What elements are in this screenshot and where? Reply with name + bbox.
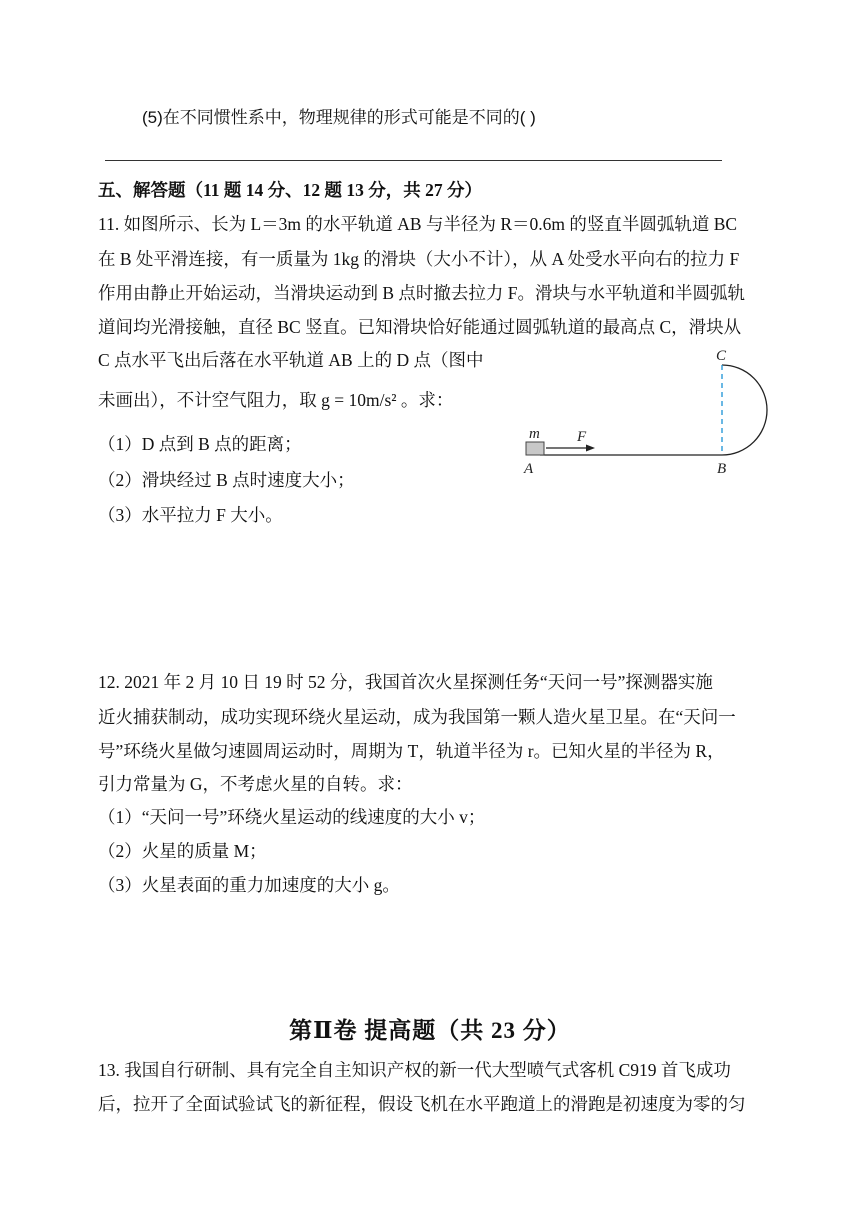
q11-line-1: 11. 如图所示、长为 L＝3m 的水平轨道 AB 与半径为 R＝0.6m 的竖直半圆弧轨道 BC <box>98 214 738 234</box>
q11-line-4: 道间均光滑接触，直径 BC 竖直。已知滑块恰好能通过圆弧轨道的最高点 C，滑块从 <box>98 317 742 337</box>
q11-line-3: 作用由静止开始运动，当滑块运动到 B 点时撤去拉力 F。滑块与水平轨道和半圆弧轨 <box>98 283 746 303</box>
q12-sub-2: （2）火星的质量 M； <box>98 841 267 861</box>
q13-line-2: 后，拉开了全面试验试飞的新征程，假设飞机在水平跑道上的滑跑是初速度为零的匀 <box>98 1094 746 1114</box>
divider-line <box>105 160 722 161</box>
q12-sub-3: （3）火星表面的重力加速度的大小 g。 <box>98 875 400 895</box>
q11-line-5: C 点水平飞出后落在水平轨道 AB 上的 D 点（图中 <box>98 350 484 370</box>
q11-sub-2: （2）滑块经过 B 点时速度大小； <box>98 470 355 490</box>
judge-item-5: (5)在不同惯性系中，物理规律的形式可能是不同的( ) <box>142 108 536 127</box>
q12-line-4: 引力常量为 G，不考虑火星的自转。求： <box>98 774 413 794</box>
q11-line-6: 未画出），不计空气阻力，取 g = 10m/s² 。求： <box>98 390 454 410</box>
q11-line-2: 在 B 处平滑连接，有一质量为 1kg 的滑块（大小不计），从 A 处受水平向右的拉力 F <box>98 249 740 269</box>
part-2-heading: 第Ⅱ卷 提高题（共 23 分） <box>289 1018 571 1043</box>
label-c: C <box>716 348 727 364</box>
slider-block <box>526 442 544 455</box>
q11-sub-3: （3）水平拉力 F 大小。 <box>98 505 283 525</box>
track-figure <box>516 345 776 485</box>
label-m: m <box>529 426 540 442</box>
semicircle-track <box>722 365 767 455</box>
q12-line-1: 12. 2021 年 2 月 10 日 19 时 52 分，我国首次火星探测任务“天问一号”探测器实施 <box>98 672 713 692</box>
label-a: A <box>524 461 534 477</box>
q13-line-1: 13. 我国自行研制、具有完全自主知识产权的新一代大型喷气式客机 C919 首飞成功 <box>98 1060 731 1080</box>
label-b: B <box>717 461 727 477</box>
label-f: F <box>577 429 587 445</box>
q12-line-2: 近火捕获制动，成功实现环绕火星运动，成为我国第一颗人造火星卫星。在“天问一 <box>98 707 736 727</box>
q12-line-3: 号”环绕火星做匀速圆周运动时，周期为 T，轨道半径为 r。已知火星的半径为 R， <box>98 741 725 761</box>
section-heading-answer: 五、解答题（11 题 14 分、12 题 13 分，共 27 分） <box>98 180 483 200</box>
q11-sub-1: （1）D 点到 B 点的距离； <box>98 434 302 454</box>
q12-sub-1: （1）“天问一号”环绕火星运动的线速度的大小 v； <box>98 807 486 827</box>
force-arrowhead <box>586 445 595 452</box>
